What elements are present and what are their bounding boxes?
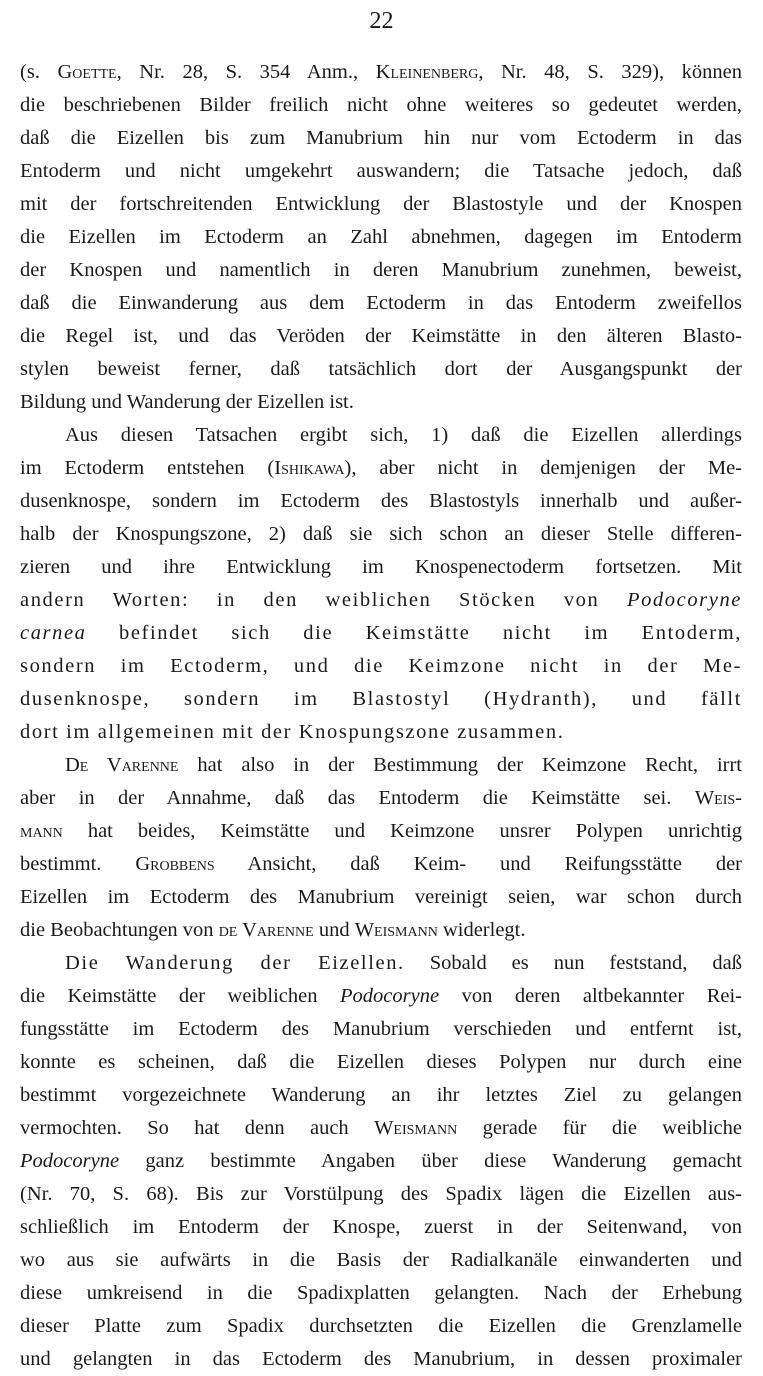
text-segment: die Eizellen im Ectoderm an Zahl abnehmen, dagegen im Entoderm [20,226,742,248]
text-line [20,1178,742,1211]
text-segment: zieren und ihre Entwicklung im Knospenectoderm fortsetzen. Mit [20,556,742,578]
text-line [20,782,742,815]
text-segment: Ansicht, daß Keim- und Reifungsstätte der [214,853,742,875]
text-line [20,1277,742,1310]
text-line [20,1310,742,1343]
text-segment: dusenknospe, sondern im Ectoderm des Blastostyls innerhalb und außer- [20,490,742,512]
text-line [20,650,742,683]
text-segment: von deren altbekannter Rei- [439,985,742,1007]
text-line [20,881,742,914]
text-segment: Sobald es nun feststand, daß [404,952,742,974]
author-name: Goette [57,61,117,83]
text-line [20,815,742,848]
text-segment: konnte es scheinen, daß die Eizellen dieses Polypen nur durch eine [20,1051,742,1073]
text-segment: daß die Eizellen bis zum Manubrium hin nur vom Ectoderm in das [20,127,742,149]
text-line [20,518,742,551]
text-segment: schließlich im Entoderm der Knospe, zuerst in der Seitenwand, von [20,1216,742,1238]
text-segment: Eizellen im Ectoderm des Manubrium vereinigt seien, war schon durch [20,886,742,908]
text-segment: ganz bestimmte Angaben über diese Wanderung gemacht [119,1150,742,1172]
author-name: Weismann [354,919,438,941]
author-name: de Varenne [218,919,314,941]
text-line [20,848,742,881]
text-line [20,221,742,254]
author-name: Weismann [374,1117,458,1139]
text-segment: mit der fortschreitenden Entwicklung der Blastostyle und der Knospen [20,193,742,215]
text-segment: , Nr. 28, S. 354 Anm., [116,61,376,83]
italic-term: carnea [20,622,87,644]
text-line [20,320,742,353]
text-line [20,122,742,155]
text-segment: befindet sich die Keimstätte nicht im Entoderm, [86,622,742,644]
text-line [20,287,742,320]
author-name: Kleinenberg [375,61,479,83]
italic-term: Podocoryne [340,985,440,1007]
text-segment: widerlegt. [437,919,526,941]
text-line [20,980,742,1013]
text-segment: Aus diesen Tatsachen ergibt sich, 1) daß die Eizellen allerdings [65,424,742,446]
text-segment: stylen beweist ferner, daß tatsächlich dort der Ausgangspunkt der [20,358,742,380]
text-line [20,683,742,716]
text-segment: im Ectoderm entstehen ( [20,457,275,479]
text-segment: Bildung und Wanderung der Eizellen ist. [20,391,354,413]
author-name: Weis- [694,787,742,809]
text-line [20,485,742,518]
text-line [20,1013,742,1046]
italic-term: Podocoryne [20,1150,120,1172]
text-line [20,1211,742,1244]
text-segment: bestimmt vorgezeichnete Wanderung an ihr letztes Ziel zu gelangen [20,1084,742,1106]
text-segment: bestimmt. [20,853,136,875]
text-line [20,1079,742,1112]
text-line [20,551,742,584]
page-number: 22 [369,8,394,34]
text-segment: andern Worten: in den weiblichen Stöcken von [20,589,627,611]
text-segment: halb der Knospungszone, 2) daß sie sich schon an dieser Stelle differen- [20,523,742,545]
text-line [20,716,742,749]
body-text [20,56,742,1376]
text-line [20,386,742,419]
text-segment: wo aus sie aufwärts in die Basis der Radialkanäle einwanderten und [20,1249,742,1271]
text-segment: die beschriebenen Bilder freilich nicht ohne weiteres so gedeutet werden, [20,94,742,116]
text-segment: dieser Platte zum Spadix durchsetzten die Eizellen die Grenzlamelle [20,1315,742,1337]
text-line [20,353,742,386]
text-line [20,155,742,188]
section-heading: Die Wanderung der Eizellen. [65,952,405,974]
text-segment: daß die Einwanderung aus dem Ectoderm in das Entoderm zweifellos [20,292,742,314]
text-segment: hat beides, Keimstätte und Keimzone unsrer Polypen unrichtig [62,820,742,842]
text-segment: dort im allgemeinen mit der Knospungszone zusammen. [20,721,565,743]
text-segment: ), aber nicht in demjenigen der Me- [344,457,742,479]
text-line [20,947,742,980]
text-segment: der Knospen und namentlich in deren Manubrium zunehmen, beweist, [20,259,742,281]
text-line [20,1343,742,1376]
author-name: Grobbens [135,853,215,875]
text-line [20,56,742,89]
text-segment: diese umkreisend in die Spadixplatten gelangten. Nach der Erhebung [20,1282,742,1304]
text-segment: gerade für die weibliche [457,1117,742,1139]
text-line [20,254,742,287]
text-line [20,1244,742,1277]
text-line [20,749,742,782]
text-segment: die Keimstätte der weiblichen [20,985,341,1007]
text-line [20,188,742,221]
text-segment: fungsstätte im Ectoderm des Manubrium verschieden und entfernt ist, [20,1018,742,1040]
text-segment: die Regel ist, und das Veröden der Keimstätte in den älteren Blasto- [20,325,742,347]
text-line [20,584,742,617]
text-segment: und [313,919,355,941]
text-line [20,1046,742,1079]
text-line [20,914,742,947]
text-segment: (s. [20,61,58,83]
text-segment: und gelangten in das Ectoderm des Manubrium, in dessen proximaler [20,1348,742,1370]
author-name: mann [20,820,63,842]
text-segment: Entoderm und nicht umgekehrt auswandern; die Tatsache jedoch, daß [20,160,742,182]
text-line [20,89,742,122]
text-segment: dusenknospe, sondern im Blastostyl (Hydranth), und fällt [20,688,742,710]
text-segment: vermochten. So hat denn auch [20,1117,375,1139]
text-segment: die Beobachtungen von [20,919,219,941]
text-segment: sondern im Ectoderm, und die Keimzone nicht in der Me- [20,655,742,677]
text-line [20,1112,742,1145]
author-name: Ishikawa [274,457,345,479]
text-segment: (Nr. 70, S. 68). Bis zur Vorstülpung des Spadix lägen die Eizellen aus- [20,1183,742,1205]
text-line [20,452,742,485]
text-segment: aber in der Annahme, daß das Entoderm die Keimstätte sei. [20,787,695,809]
author-name: De Varenne [65,754,179,776]
text-line [20,617,742,650]
text-line [20,419,742,452]
italic-term: Podocoryne [626,589,742,611]
text-segment: hat also in der Bestimmung der Keimzone Recht, irrt [178,754,742,776]
text-segment: , Nr. 48, S. 329), können [478,61,742,83]
text-line [20,1145,742,1178]
